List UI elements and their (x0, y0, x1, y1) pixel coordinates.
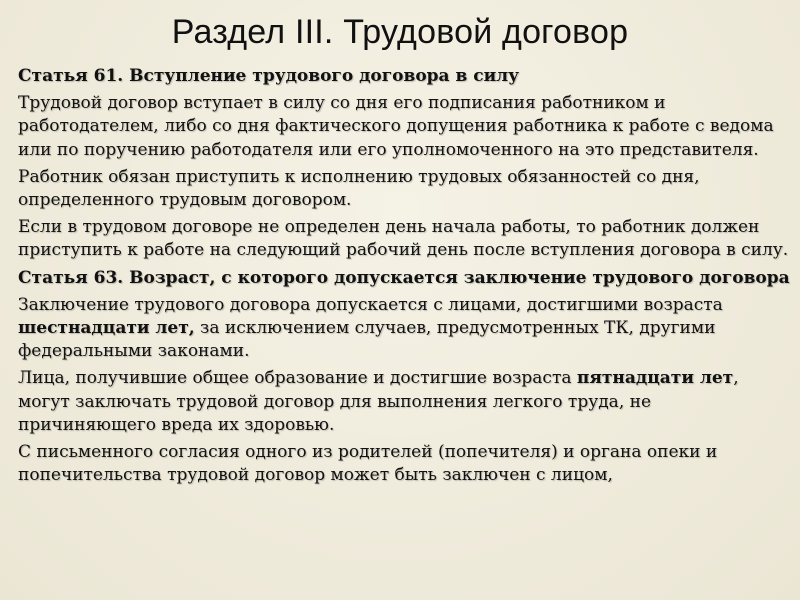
article-63-p1-start: Заключение трудового договора допускается с лицами, достигшими возраста (18, 294, 723, 315)
article-63-paragraph-3: С письменного согласия одного из родителей (попечителя) и органа опеки и попечительства трудовой договор может быть заключен с лицом, (18, 442, 718, 486)
article-63-p2-start: Лица, получившие общее образование и достигшие возраста (18, 368, 577, 389)
article-61-paragraph-1: Трудовой договор вступает в силу со дня его подписания работником и работодателем, либо со дня фактического допущения работника к работе с ведома или по поручению работодателя или его уполномоченного на это представителя. (18, 93, 774, 160)
article-63-heading: Статья 63. Возраст, с которого допускается заключение трудового договора (18, 267, 790, 288)
article-63-paragraph-1 (18, 294, 792, 364)
article-61-heading: Статья 61. Вступление трудового договора в силу (18, 66, 520, 86)
article-61-paragraph-3: Если в трудовом договоре не определен день начала работы, то работник должен приступить к работе на следующий рабочий день после вступления договора в силу. (18, 217, 789, 261)
article-61-paragraph-2: Работник обязан приступить к исполнению трудовых обязанностей со дня, определенного трудовым договором. (18, 166, 700, 211)
article-63-p1-end: за исключением случаев, предусмотренных ТК, другими федеральными законами. (18, 318, 716, 362)
article-63-p2-end: , могут заключать трудовой договор для выполнения легкого труда, не причиняющего вреда их здоровью. (18, 368, 739, 435)
slide-content (18, 65, 792, 491)
article-63-p1-bold: шестнадцати лет, (18, 318, 195, 339)
article-63-p2-bold: пятнадцати лет (576, 368, 734, 389)
article-63-paragraph-2 (18, 367, 792, 437)
slide-title: Раздел III. Трудовой договор (171, 13, 629, 51)
